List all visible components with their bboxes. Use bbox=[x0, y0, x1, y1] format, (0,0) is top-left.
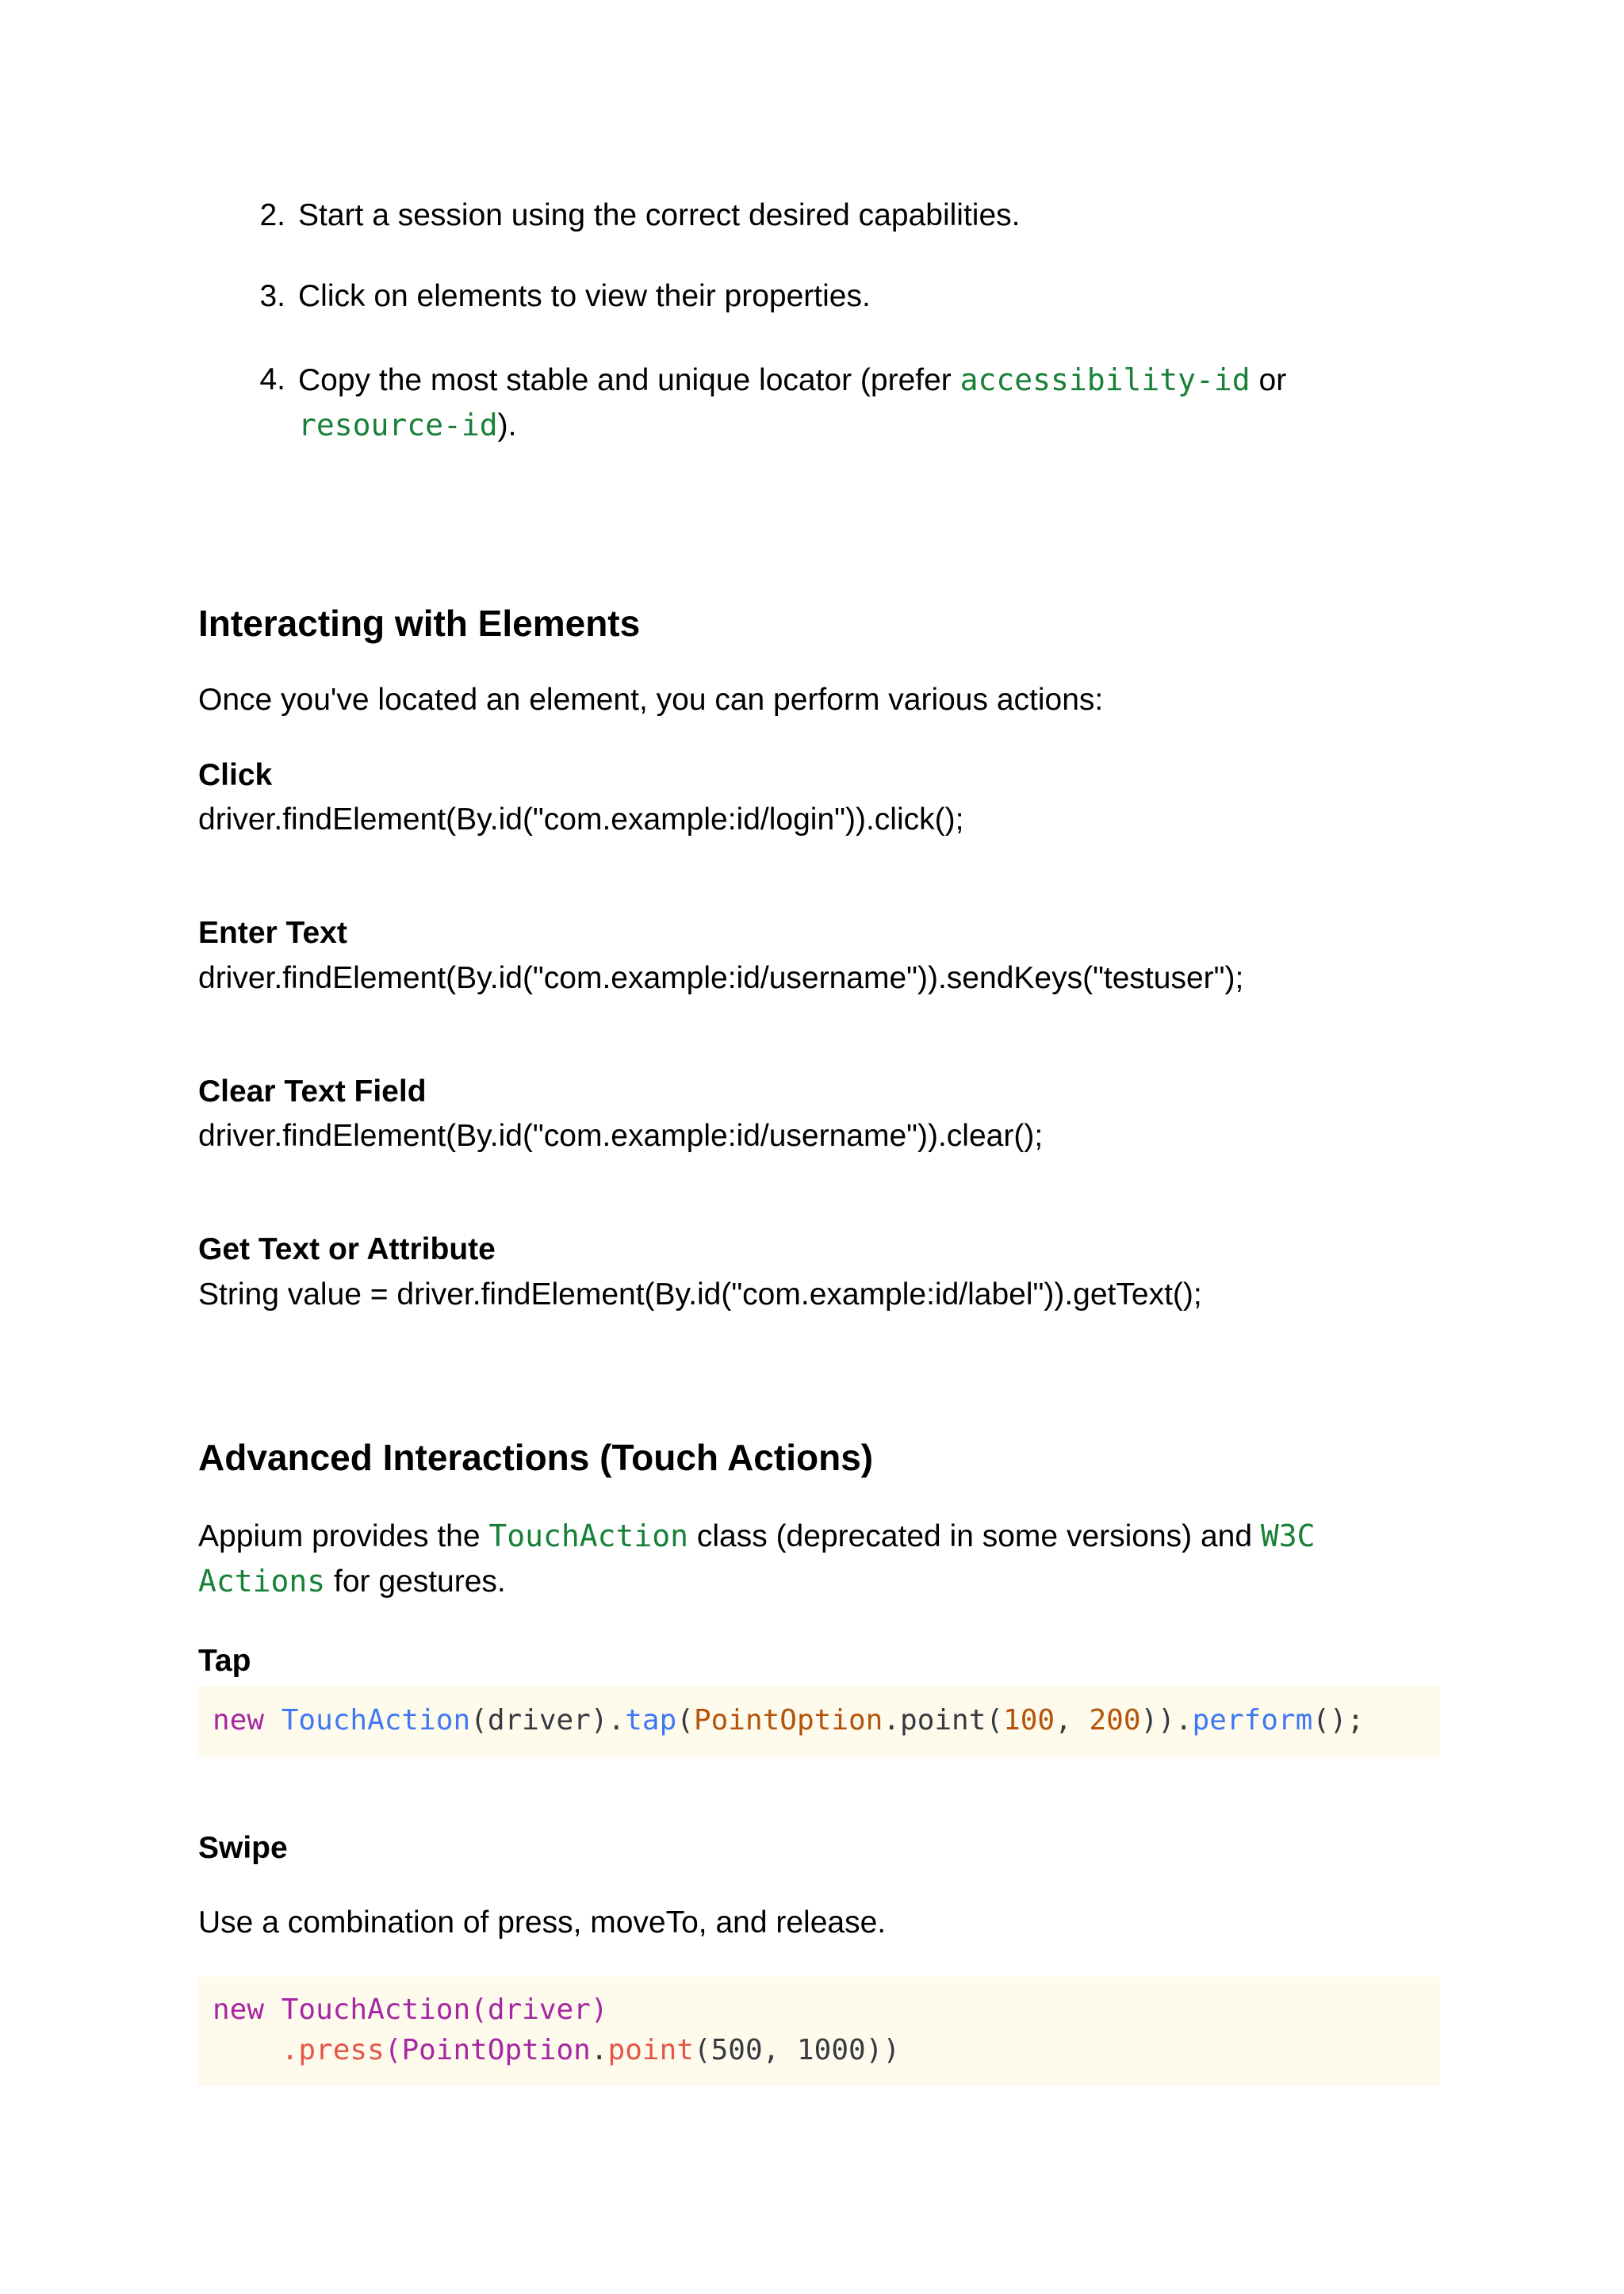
list-item bbox=[198, 278, 1440, 316]
action-title: Click bbox=[198, 758, 273, 792]
code-token: PointOption bbox=[401, 2034, 591, 2066]
code-token bbox=[213, 2034, 282, 2066]
code-token: tap bbox=[625, 1704, 677, 1737]
inline-code: W3C bbox=[1260, 1518, 1316, 1553]
section-heading: Advanced Interactions (Touch Actions) bbox=[198, 1437, 874, 1478]
code-token: 200 bbox=[1089, 1704, 1141, 1737]
intro-text: class (deprecated in some versions) and bbox=[688, 1519, 1261, 1553]
code-token bbox=[264, 1704, 282, 1737]
inline-code: accessibility-id bbox=[959, 362, 1251, 397]
list-text: Copy the most stable and unique locator (prefer bbox=[298, 363, 960, 397]
action-code: driver.findElement(By.id("com.example:id/login")).click(); bbox=[198, 802, 964, 837]
code-token: TouchAction bbox=[281, 1704, 471, 1737]
code-token: PointOption bbox=[693, 1704, 883, 1737]
list-text-line bbox=[298, 406, 517, 445]
action-title: Tap bbox=[198, 1644, 251, 1678]
code-line bbox=[213, 2030, 1440, 2070]
code-block-tap bbox=[198, 1686, 1440, 1757]
intro-text: for gestures. bbox=[325, 1564, 506, 1599]
code-token: .press bbox=[281, 2034, 385, 2066]
list-text: or bbox=[1250, 363, 1287, 397]
list-item bbox=[198, 361, 1440, 448]
inline-code: Actions bbox=[198, 1564, 326, 1599]
list-text-line bbox=[298, 361, 1286, 400]
section-intro: Once you've located an element, you can perform various actions: bbox=[198, 683, 1104, 717]
code-token: . bbox=[590, 2034, 608, 2066]
code-token: (); bbox=[1312, 1704, 1365, 1737]
code-block-swipe bbox=[198, 1977, 1440, 2086]
code-token: new bbox=[213, 1993, 265, 2026]
code-line bbox=[213, 1990, 1440, 2030]
action-title: Clear Text Field bbox=[198, 1074, 427, 1109]
code-token: (driver). bbox=[470, 1704, 626, 1737]
list-number: 3. bbox=[259, 279, 285, 313]
code-token: (driver) bbox=[470, 1993, 608, 2026]
code-token: ( bbox=[384, 2034, 402, 2066]
action-code: driver.findElement(By.id("com.example:id/username")).sendKeys("testuser"); bbox=[198, 961, 1244, 995]
action-title: Get Text or Attribute bbox=[198, 1232, 496, 1266]
inline-code: TouchAction bbox=[488, 1518, 689, 1553]
swipe-description: Use a combination of press, moveTo, and release. bbox=[198, 1905, 887, 1940]
code-token: new bbox=[213, 1704, 265, 1737]
list-number: 4. bbox=[259, 362, 285, 396]
code-token: point bbox=[607, 2034, 694, 2066]
code-token: ( bbox=[676, 1704, 694, 1737]
section-intro-line bbox=[198, 1517, 1316, 1556]
code-token: TouchAction bbox=[281, 1993, 471, 2026]
code-token: 100 bbox=[1003, 1704, 1055, 1737]
code-token: )). bbox=[1140, 1704, 1193, 1737]
list-text: Click on elements to view their properties. bbox=[298, 279, 871, 313]
action-code: String value = driver.findElement(By.id("com.example:id/label")).getText(); bbox=[198, 1277, 1202, 1312]
action-title: Swipe bbox=[198, 1831, 288, 1865]
section-heading: Interacting with Elements bbox=[198, 603, 641, 644]
section-intro-line bbox=[198, 1562, 506, 1601]
list-number: 2. bbox=[259, 198, 285, 232]
list-item bbox=[198, 197, 1440, 235]
code-token: (500, 1000)) bbox=[693, 2034, 901, 2066]
list-text: Start a session using the correct desired capabilities. bbox=[298, 198, 1021, 232]
code-token: , bbox=[1055, 1704, 1090, 1737]
inline-code: resource-id bbox=[298, 408, 498, 442]
code-token: perform bbox=[1192, 1704, 1313, 1737]
list-text: ). bbox=[497, 408, 517, 442]
action-code: driver.findElement(By.id("com.example:id/username")).clear(); bbox=[198, 1119, 1044, 1153]
code-token bbox=[264, 1993, 282, 2026]
intro-text: Appium provides the bbox=[198, 1519, 489, 1553]
code-token: .point( bbox=[883, 1704, 1004, 1737]
action-title: Enter Text bbox=[198, 916, 347, 950]
